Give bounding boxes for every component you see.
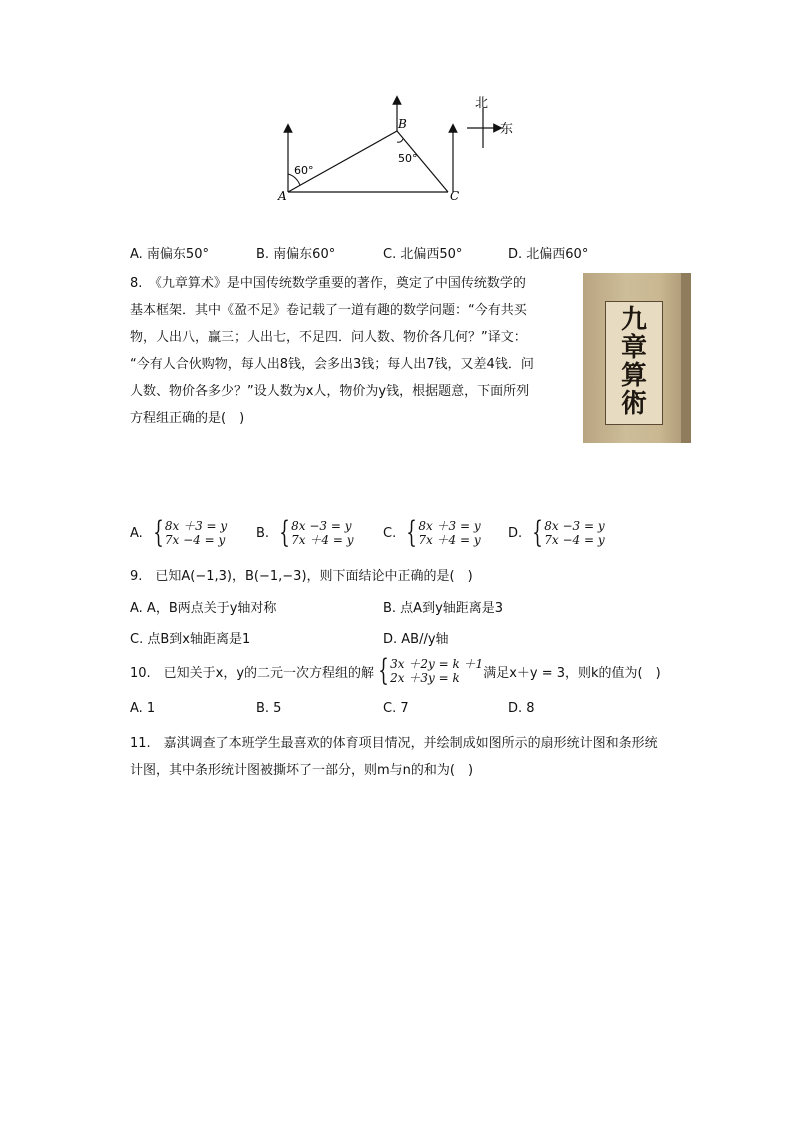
- left-brace: {: [153, 515, 164, 550]
- point-c-label: C: [450, 189, 460, 203]
- q10-stem-after: 满足x＋y = 3，则k的值为( ): [483, 665, 661, 681]
- q8-option-a[interactable]: [130, 515, 228, 550]
- q7-option-d[interactable]: D. 北偏西60°: [508, 247, 589, 262]
- q8-line: 物，人出八，赢三；人出七，不足四．问人数、物价各几何？”译文：: [130, 330, 527, 345]
- q8-line: 方程组正确的是( ): [130, 411, 245, 426]
- q8-option-c[interactable]: [383, 515, 481, 550]
- angle-a-label: 60°: [294, 164, 314, 177]
- left-brace: {: [532, 515, 543, 550]
- compass-east-label: 东: [500, 122, 514, 137]
- q8-line: 基本框架．其中《盈不足》卷记载了一道有趣的数学问题：“今有共买: [130, 303, 527, 318]
- equation: 7x ＋4 = y: [418, 533, 481, 547]
- q10-option-b[interactable]: B. 5: [256, 701, 282, 716]
- equation: 8x ＋3 = y: [164, 519, 228, 533]
- left-brace: {: [406, 515, 418, 550]
- book-title-panel: [605, 301, 663, 425]
- segment-ab: [288, 131, 397, 192]
- left-brace: {: [279, 515, 290, 550]
- q11-line: 计图，其中条形统计图被撕坏了一部分，则m与n的和为( ): [130, 763, 474, 778]
- equation: 2x ＋3y = k: [390, 671, 460, 685]
- q8-line: 人数、物价各多少？”设人数为x人，物价为y钱，根据题意，下面所列: [130, 384, 530, 399]
- angle-b-label: 50°: [398, 152, 418, 165]
- q8-line: “今有人合伙购物，每人出8钱，会多出3钱；每人出7钱，又差4钱．问: [130, 357, 534, 372]
- q9-option-b[interactable]: B. 点A到y轴距离是3: [383, 601, 504, 616]
- book-title: 九章算術: [620, 305, 647, 419]
- q11-line: 11. 嘉淇调查了本班学生最喜欢的体育项目情况，并绘制成如图所示的扇形统计图和条形统: [130, 736, 658, 751]
- equation: 8x ＋3 = y: [418, 519, 481, 533]
- option-letter: C.: [383, 525, 397, 541]
- q9-option-a[interactable]: A. A，B两点关于y轴对称: [130, 601, 277, 616]
- q7-option-b[interactable]: B. 南偏东60°: [256, 247, 336, 262]
- q8-option-b[interactable]: [256, 515, 354, 550]
- equation: 7x ＋4 = y: [291, 533, 354, 547]
- equation: 7x −4 = y: [164, 533, 226, 547]
- equation: 8x −3 = y: [544, 519, 605, 533]
- angle-arc-b: [397, 139, 403, 142]
- jiuzhang-book-image: [583, 273, 691, 443]
- book-spine: [681, 273, 691, 443]
- q8-stem: [130, 270, 570, 432]
- q10-stem-before: 10. 已知关于x，y的二元一次方程组的解: [130, 665, 375, 681]
- q9-stem: 9. 已知A(−1,3)，B(−1,−3)，则下面结论中正确的是( ): [130, 569, 473, 584]
- q7-option-a[interactable]: A. 南偏东50°: [130, 247, 209, 262]
- equation: 3x ＋2y = k ＋1: [390, 657, 484, 671]
- option-letter: D.: [508, 525, 523, 541]
- q8-line: 8. 《九章算术》是中国传统数学重要的著作，奠定了中国传统数学的: [130, 276, 526, 291]
- q10-option-a[interactable]: A. 1: [130, 701, 156, 716]
- q10-option-c[interactable]: C. 7: [383, 701, 409, 716]
- point-a-label: A: [278, 189, 287, 203]
- q9-option-d[interactable]: D. AB//y轴: [383, 632, 449, 647]
- q8-option-d[interactable]: [508, 515, 605, 550]
- q9-option-c[interactable]: C. 点B到x轴距离是1: [130, 632, 251, 647]
- q11-stem: [130, 730, 710, 784]
- equation: 7x −4 = y: [544, 533, 605, 547]
- q10-option-d[interactable]: D. 8: [508, 701, 535, 716]
- q10-stem: [130, 653, 661, 688]
- compass-north-label: 北: [475, 96, 489, 111]
- direction-figure: [270, 90, 530, 210]
- equation: 8x −3 = y: [291, 519, 352, 533]
- point-b-label: B: [398, 117, 407, 131]
- left-brace: {: [378, 653, 389, 688]
- option-letter: B.: [256, 525, 270, 541]
- q7-option-c[interactable]: C. 北偏西50°: [383, 247, 463, 262]
- option-letter: A.: [130, 525, 143, 541]
